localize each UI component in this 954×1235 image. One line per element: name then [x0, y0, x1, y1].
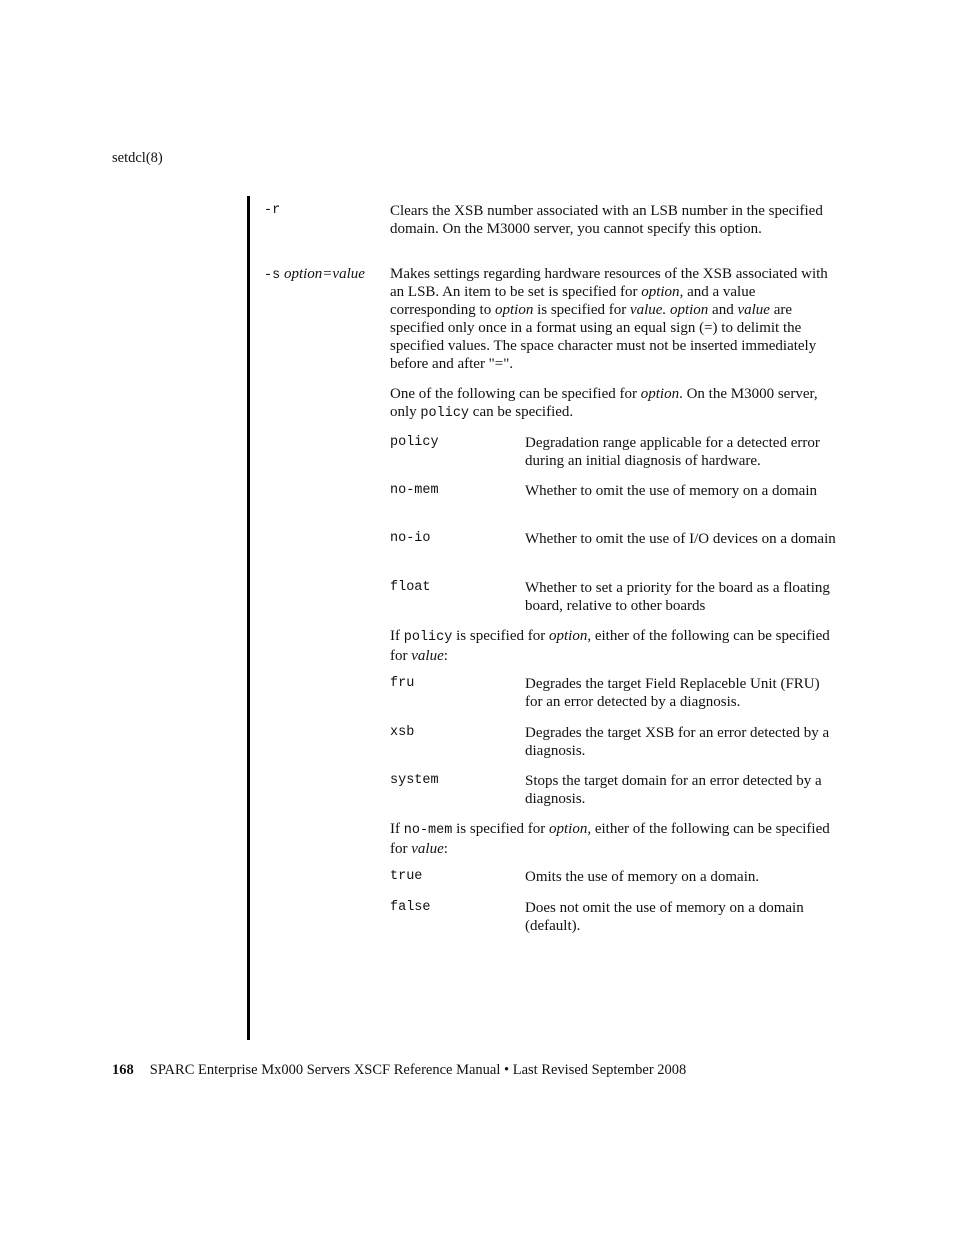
desc-italic: value	[737, 302, 770, 318]
desc-text: Makes settings regarding hardware resources of the XSB associated with an LSB. An item to be set is specified for	[390, 266, 828, 300]
footer-text: SPARC Enterprise Mx000 Servers XSCF Reference Manual • Last Revised September 2008	[149, 1062, 687, 1078]
para-code: policy	[403, 630, 453, 645]
para-text: :	[443, 648, 448, 664]
desc-italic: value. option	[629, 302, 709, 318]
option-r-term: -r	[264, 203, 281, 218]
para-code: no-mem	[403, 823, 453, 838]
nomem-value-name: false	[390, 900, 431, 915]
para-italic: option	[549, 821, 588, 837]
running-head: setdcl(8)	[112, 150, 163, 166]
change-bar	[247, 196, 250, 1040]
option-intro-paragraph	[390, 385, 835, 423]
option-r-desc: Clears the XSB number associated with an LSB number in the specified domain. On the M3000 server, you cannot specify this option.	[390, 203, 823, 237]
para-text: One of the following can be specified for	[390, 386, 641, 402]
para-text: , either of the following can be specified for	[390, 628, 830, 664]
desc-text: and	[708, 302, 738, 318]
option-list-desc: Whether to omit the use of I/O devices on a domain	[525, 531, 836, 547]
para-italic: option	[640, 386, 680, 402]
para-text: , either of the following can be specified for	[390, 821, 830, 857]
nomem-value-desc: Does not omit the use of memory on a domain (default).	[525, 900, 804, 934]
nomem-value-desc: Omits the use of memory on a domain.	[525, 869, 760, 885]
page-footer	[112, 1061, 686, 1079]
desc-text: is specified for	[533, 302, 630, 318]
policy-value-name: xsb	[390, 725, 415, 740]
para-italic: value	[411, 841, 444, 857]
policy-value-desc: Degrades the target Field Replaceble Unit (FRU) for an error detected by a diagnosis.	[525, 676, 820, 710]
para-text: :	[443, 841, 448, 857]
option-list-name: policy	[390, 435, 439, 450]
policy-intro-paragraph	[390, 627, 835, 665]
option-s-arg: option=value	[283, 266, 365, 282]
policy-value-desc: Stops the target domain for an error detected by a diagnosis.	[525, 773, 822, 807]
para-text: is specified for	[452, 821, 549, 837]
policy-value-name: system	[390, 773, 439, 788]
option-list-desc: Degradation range applicable for a detected error during an initial diagnosis of hardware.	[525, 435, 820, 469]
option-list-name: no-io	[390, 531, 431, 546]
desc-italic: option	[641, 284, 680, 300]
para-italic: value	[411, 648, 444, 664]
policy-value-desc: Degrades the target XSB for an error detected by a diagnosis.	[525, 725, 830, 759]
option-s-desc	[390, 265, 835, 373]
desc-italic: option	[494, 302, 534, 318]
option-list-desc: Whether to set a priority for the board as a floating board, relative to other boards	[525, 580, 830, 614]
para-text: . On the M3000 server, only	[390, 386, 818, 420]
para-text: If	[390, 628, 404, 644]
nomem-value-name: true	[390, 869, 423, 884]
option-s-flag: -s	[264, 268, 281, 283]
option-s-term	[264, 265, 365, 285]
desc-text: are specified only once in a format using an equal sign (=) to delimit the specified values. The space character must not be inserted immediately before and after "=".	[390, 302, 817, 372]
option-list-name: no-mem	[390, 483, 439, 498]
para-italic: option	[549, 628, 588, 644]
option-list-desc: Whether to omit the use of memory on a domain	[525, 483, 818, 499]
para-code: policy	[420, 406, 470, 421]
option-list-name: float	[390, 580, 431, 595]
page-number: 168	[112, 1062, 134, 1078]
para-text: is specified for	[452, 628, 549, 644]
desc-text: , and a value corresponding to	[390, 284, 756, 318]
policy-value-name: fru	[390, 676, 415, 691]
para-text: If	[390, 821, 404, 837]
para-text: can be specified.	[469, 404, 574, 420]
nomem-intro-paragraph	[390, 820, 835, 858]
